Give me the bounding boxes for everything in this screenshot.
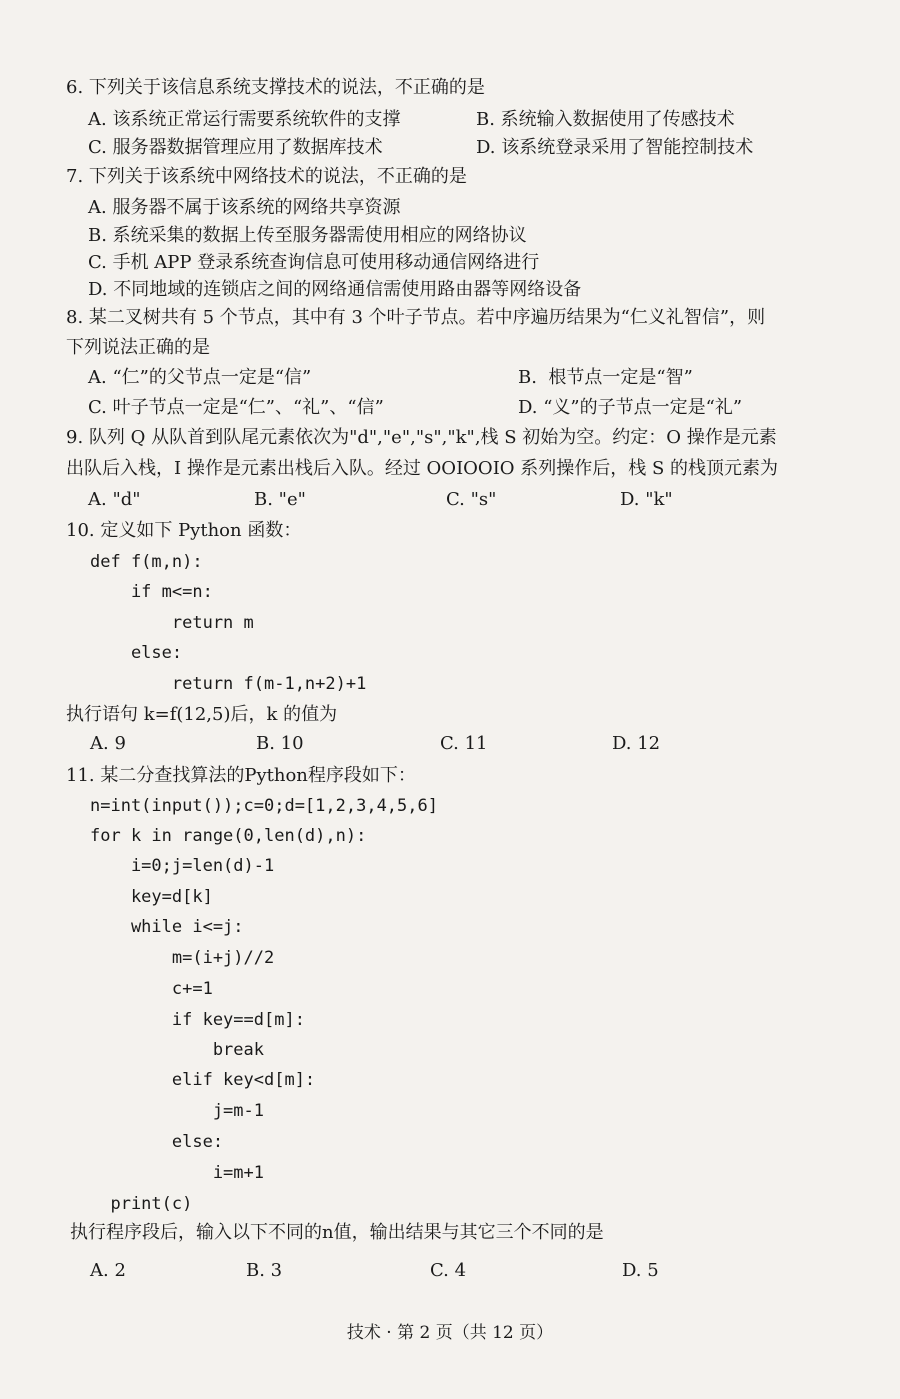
q10-stem: 10. 定义如下 Python 函数：	[66, 520, 302, 541]
q10-code-line-3: return m	[90, 613, 254, 633]
q6-option-b: B. 系统输入数据使用了传感技术	[476, 109, 735, 130]
q10-code-line-2: if m<=n:	[90, 582, 213, 602]
q11-code-line-8: if key==d[m]:	[90, 1010, 305, 1030]
q8-stem-line1: 8. 某二叉树共有 5 个节点，其中有 3 个叶子节点。若中序遍历结果为“仁义礼智信”，则	[66, 307, 766, 328]
q8-option-d: D. “义”的子节点一定是“礼”	[518, 397, 743, 418]
q6-option-c: C. 服务器数据管理应用了数据库技术	[88, 137, 383, 158]
q8-option-b: B. 根节点一定是“智”	[518, 367, 693, 388]
q9-option-b: B. "e"	[254, 489, 306, 510]
q8-option-c: C. 叶子节点一定是“仁”、“礼”、“信”	[88, 397, 384, 418]
q9-option-d: D. "k"	[620, 489, 673, 510]
q11-code-line-10: elif key<d[m]:	[90, 1070, 316, 1090]
page-footer: 技术 · 第 2 页（共 12 页）	[346, 1323, 554, 1343]
q11-option-d: D. 5	[622, 1260, 659, 1281]
q7-option-b: B. 系统采集的数据上传至服务器需使用相应的网络协议	[88, 225, 527, 246]
q10-option-d: D. 12	[612, 733, 661, 754]
q11-code-line-3: i=0;j=len(d)-1	[90, 856, 275, 876]
q11-stem: 11. 某二分查找算法的Python程序段如下：	[66, 765, 416, 786]
q10-code-line-5: return f(m-1,n+2)+1	[90, 674, 367, 694]
q7-option-c: C. 手机 APP 登录系统查询信息可使用移动通信网络进行	[88, 252, 540, 273]
q11-code-line-11: j=m-1	[90, 1101, 264, 1121]
q10-code-line-1: def f(m,n):	[90, 552, 203, 572]
q10-option-b: B. 10	[256, 733, 304, 754]
q11-code-line-14: print(c)	[90, 1194, 193, 1214]
q9-stem-line1: 9. 队列 Q 从队首到队尾元素依次为"d","e","s","k",栈 S 初始为空。约定：O 操作是元素	[66, 427, 777, 448]
q11-option-c: C. 4	[430, 1260, 467, 1281]
q7-option-a: A. 服务器不属于该系统的网络共享资源	[88, 197, 401, 218]
q11-code-line-1: n=int(input());c=0;d=[1,2,3,4,5,6]	[90, 796, 438, 816]
q11-code-line-13: i=m+1	[90, 1163, 264, 1183]
q9-stem-line2: 出队后入栈，I 操作是元素出栈后入队。经过 OOIOOIO 系列操作后，栈 S 的栈顶元素为	[66, 458, 779, 479]
q11-stem2: 执行程序段后，输入以下不同的n值，输出结果与其它三个不同的是	[70, 1222, 604, 1243]
q10-stem2: 执行语句 k=f(12,5)后，k 的值为	[66, 704, 338, 725]
q7-option-d: D. 不同地域的连锁店之间的网络通信需使用路由器等网络设备	[88, 279, 582, 300]
q11-code-line-12: else:	[90, 1132, 224, 1152]
q8-stem-line2: 下列说法正确的是	[66, 337, 210, 358]
q11-code-line-2: for k in range(0,len(d),n):	[90, 826, 367, 846]
q7-stem: 7. 下列关于该系统中网络技术的说法，不正确的是	[66, 166, 467, 187]
q10-option-a: A. 9	[90, 733, 126, 754]
q11-code-line-6: m=(i+j)//2	[90, 948, 275, 968]
q11-code-line-9: break	[90, 1040, 264, 1060]
q11-option-b: B. 3	[246, 1260, 283, 1281]
q6-option-a: A. 该系统正常运行需要系统软件的支撑	[88, 109, 401, 130]
q6-stem: 6. 下列关于该信息系统支撑技术的说法，不正确的是	[66, 77, 485, 98]
q11-code-line-4: key=d[k]	[90, 887, 213, 907]
q11-code-line-5: while i<=j:	[90, 917, 244, 937]
q6-option-d: D. 该系统登录采用了智能控制技术	[476, 137, 754, 158]
q10-option-c: C. 11	[440, 733, 488, 754]
q11-code-line-7: c+=1	[90, 979, 213, 999]
q11-option-a: A. 2	[90, 1260, 126, 1281]
q9-option-c: C. "s"	[446, 489, 497, 510]
q9-option-a: A. "d"	[88, 489, 141, 510]
q8-option-a: A. “仁”的父节点一定是“信”	[88, 367, 312, 388]
q10-code-line-4: else:	[90, 643, 183, 663]
